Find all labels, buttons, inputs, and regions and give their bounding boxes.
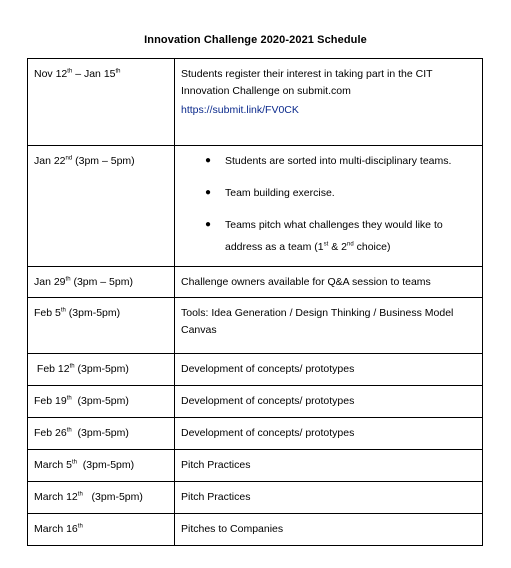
date-suffix: th <box>115 68 121 75</box>
activity-cell <box>175 386 483 418</box>
date-text: (3pm-5pm) <box>65 307 121 319</box>
activity-text: Development of concepts/ prototypes <box>181 363 355 375</box>
activity-cell <box>175 482 483 514</box>
ordinal-suffix: st <box>323 241 329 248</box>
activity-cell <box>175 298 483 354</box>
table-row <box>28 146 483 267</box>
table-row <box>28 267 483 298</box>
list-item <box>205 154 482 168</box>
date-text: March 16 <box>34 523 78 535</box>
table-row <box>28 482 483 514</box>
bullet-text: & 2 <box>328 241 347 253</box>
activity-cell <box>175 514 483 546</box>
date-cell <box>28 298 175 354</box>
activity-text: Development of concepts/ prototypes <box>181 427 355 439</box>
date-text: Jan 29 <box>34 276 66 288</box>
date-text: Nov 12 <box>34 68 68 80</box>
activity-text: Pitch Practices <box>181 459 251 471</box>
date-cell <box>28 482 175 514</box>
bullet-continuation <box>225 240 482 254</box>
date-suffix: th <box>77 491 83 498</box>
bullet-icon: ● <box>205 155 212 166</box>
date-text: (3pm-5pm) <box>71 427 129 439</box>
table-row <box>28 418 483 450</box>
date-text: (3pm-5pm) <box>74 363 129 375</box>
list-item <box>205 218 482 254</box>
date-cell <box>28 146 175 267</box>
registration-link[interactable]: https://submit.link/FV0CK <box>181 104 299 116</box>
date-text: Feb 5 <box>34 307 61 319</box>
table-row <box>28 298 483 354</box>
date-suffix: th <box>77 523 83 530</box>
date-suffix: th <box>67 68 73 75</box>
list-item <box>205 186 482 200</box>
bullet-icon: ● <box>205 187 212 198</box>
date-text: (3pm – 5pm) <box>72 155 135 167</box>
date-text: Feb 12 <box>34 363 70 375</box>
activity-cell <box>175 354 483 386</box>
date-cell <box>28 354 175 386</box>
activity-cell <box>175 418 483 450</box>
page-title: Innovation Challenge 2020-2021 Schedule <box>144 34 367 46</box>
date-text: March 12 <box>34 491 78 503</box>
date-suffix: nd <box>65 155 73 162</box>
bullet-text: address as a team (1 <box>225 241 324 253</box>
date-text: Feb 26 <box>34 427 67 439</box>
date-cell <box>28 386 175 418</box>
activity-cell <box>175 146 483 267</box>
table-row <box>28 386 483 418</box>
date-suffix: th <box>66 395 72 402</box>
activity-text: Tools: Idea Generation / Design Thinking / Business Model <box>181 307 454 319</box>
date-cell <box>28 267 175 298</box>
activity-cell <box>175 267 483 298</box>
activity-cell <box>175 59 483 146</box>
activity-text: Pitch Practices <box>181 491 251 503</box>
date-cell <box>28 59 175 146</box>
activity-text: Development of concepts/ prototypes <box>181 395 355 407</box>
activity-text: Innovation Challenge on submit.com <box>181 85 351 97</box>
date-text: – Jan 15 <box>72 68 116 80</box>
bullet-text: Team building exercise. <box>225 187 335 199</box>
date-suffix: th <box>71 459 77 466</box>
table-row <box>28 450 483 482</box>
activity-cell <box>175 450 483 482</box>
date-suffix: th <box>65 276 71 283</box>
schedule-table <box>27 58 483 546</box>
date-text: (3pm-5pm) <box>82 491 143 503</box>
activity-text: Challenge owners available for Q&A session to teams <box>181 276 431 288</box>
date-cell <box>28 450 175 482</box>
date-text: March 5 <box>34 459 72 471</box>
date-cell <box>28 418 175 450</box>
bullet-list <box>181 154 482 254</box>
date-cell <box>28 514 175 546</box>
activity-text: Students register their interest in taking part in the CIT <box>181 68 433 80</box>
date-text: (3pm-5pm) <box>71 395 129 407</box>
date-suffix: th <box>60 307 66 314</box>
date-suffix: th <box>69 363 75 370</box>
table-row <box>28 59 483 146</box>
bullet-text: choice) <box>353 241 391 253</box>
date-text: (3pm – 5pm) <box>70 276 133 288</box>
bullet-icon: ● <box>205 219 212 230</box>
table-row <box>28 354 483 386</box>
date-text: Jan 22 <box>34 155 66 167</box>
table-row <box>28 514 483 546</box>
date-text: Feb 19 <box>34 395 67 407</box>
bullet-text: Students are sorted into multi-disciplinary teams. <box>225 155 452 167</box>
date-suffix: th <box>66 427 72 434</box>
activity-text: Canvas <box>181 324 217 336</box>
date-text: (3pm-5pm) <box>76 459 135 471</box>
ordinal-suffix: nd <box>347 241 354 248</box>
bullet-text: Teams pitch what challenges they would like to <box>225 219 443 231</box>
activity-text: Pitches to Companies <box>181 523 284 535</box>
